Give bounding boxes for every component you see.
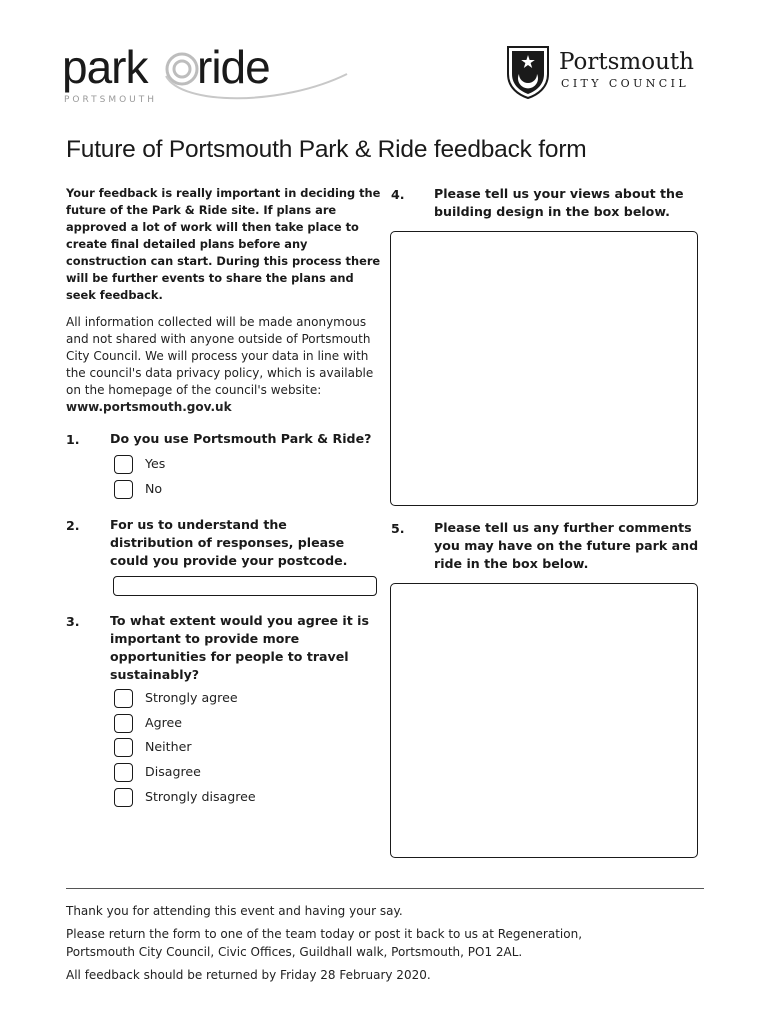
intro-text: All information collected will be made anonymous and not shared with anyone outside of Portsmouth City Council. We will process your data in line with the council's data privacy policy, which is available on the homepage of the council's website: — [66, 315, 374, 397]
checkbox-yes[interactable] — [114, 455, 133, 474]
footer-thanks: Thank you for attending this event and having your say. — [66, 904, 403, 918]
website-link[interactable]: www.portsmouth.gov.uk — [66, 400, 232, 414]
council-name: Portsmouth — [559, 49, 694, 75]
logo-text-park: park — [62, 41, 148, 93]
option-neither: Neither — [145, 739, 192, 754]
checkbox-strongly-disagree[interactable] — [114, 788, 133, 807]
checkbox-strongly-agree[interactable] — [114, 689, 133, 708]
question-4-text: Please tell us your views about the building design in the box below. — [434, 186, 684, 219]
logo-text-ride: ride — [197, 41, 270, 93]
option-strongly-agree: Strongly agree — [145, 690, 238, 705]
question-5-number: 5. — [391, 521, 405, 536]
question-2-number: 2. — [66, 518, 80, 533]
footer-return-line-1: Please return the form to one of the team today or post it back to us at Regeneration, — [66, 927, 583, 941]
question-3-number: 3. — [66, 614, 80, 629]
council-crest-icon — [505, 44, 551, 100]
checkbox-agree[interactable] — [114, 714, 133, 733]
logo-subtitle: PORTSMOUTH — [64, 95, 158, 105]
question-1-number: 1. — [66, 432, 80, 447]
option-strongly-disagree: Strongly disagree — [145, 789, 256, 804]
option-disagree: Disagree — [145, 764, 201, 779]
further-comments-textarea[interactable] — [390, 583, 698, 858]
question-5-text: Please tell us any further comments you may have on the future park and ride in the box below. — [434, 520, 699, 571]
page-title: Future of Portsmouth Park & Ride feedback form — [66, 136, 587, 163]
postcode-input[interactable] — [113, 576, 377, 596]
building-design-textarea[interactable] — [390, 231, 698, 506]
option-yes: Yes — [145, 456, 166, 471]
footer-return-line-2: Portsmouth City Council, Civic Offices, Guildhall walk, Portsmouth, PO1 2AL. — [66, 945, 523, 959]
question-4-number: 4. — [391, 187, 405, 202]
council-logo — [505, 44, 715, 104]
checkbox-disagree[interactable] — [114, 763, 133, 782]
park-and-ride-logo — [62, 41, 302, 106]
footer-deadline: All feedback should be returned by Friday 28 February 2020. — [66, 968, 431, 982]
checkbox-neither[interactable] — [114, 738, 133, 757]
question-1-text: Do you use Portsmouth Park & Ride? — [110, 431, 372, 446]
council-subtitle: CITY COUNCIL — [561, 77, 690, 90]
intro-paragraph — [66, 314, 384, 416]
intro-bold-paragraph: Your feedback is really important in deciding the future of the Park & Ride site. If plans are approved a lot of work will then take place to create final detailed plans before any construction can start. During this process there will be further events to share the plans and seek feedback. — [66, 186, 381, 302]
question-2-text: For us to understand the distribution of responses, please could you provide your postcode. — [110, 517, 348, 568]
checkbox-no[interactable] — [114, 480, 133, 499]
footer-divider — [66, 888, 704, 889]
option-no: No — [145, 481, 163, 496]
question-3-text: To what extent would you agree it is important to provide more opportunities for people to travel sustainably? — [110, 613, 369, 682]
option-agree: Agree — [145, 715, 183, 730]
